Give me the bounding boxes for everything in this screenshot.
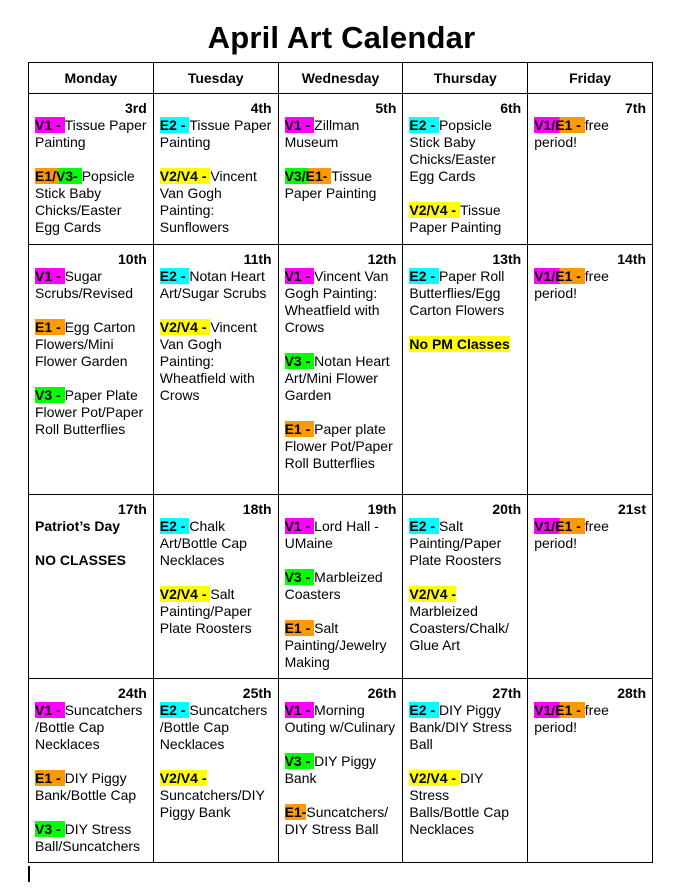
class-group-tag: E2 - — [409, 702, 439, 718]
activity-text: Tissue Paper Painting — [284, 168, 377, 201]
class-group-tag: E2 - — [159, 702, 190, 718]
day-date: 12th — [367, 251, 397, 267]
class-entry — [160, 117, 272, 151]
day-date: 20th — [492, 501, 522, 517]
class-entry — [35, 770, 147, 804]
header-tuesday: Tuesday — [153, 63, 278, 94]
day-date: 10th — [118, 251, 147, 267]
class-group-tag: E2 - — [159, 518, 190, 534]
class-entry — [285, 117, 397, 151]
class-entry — [534, 117, 646, 151]
class-entry — [285, 804, 397, 838]
class-group-tag: V2/V4 - — [159, 319, 211, 335]
class-group-tag: E1/V3- — [35, 168, 82, 184]
class-group-tag: V2/V4 - — [409, 586, 457, 602]
class-entry — [409, 202, 521, 236]
class-group-tag: E2 - — [159, 117, 190, 133]
class-group-tag: V1/E1 - — [534, 702, 585, 718]
day-cell — [528, 679, 653, 863]
day-cell — [153, 495, 278, 679]
activity-text: Salt Painting/Jewelry Making — [284, 620, 387, 670]
activity-text: Zillman Museum — [284, 117, 360, 150]
class-group-tag: V1 - — [284, 268, 315, 284]
week-row — [29, 679, 653, 863]
header-row — [29, 63, 653, 94]
page-title: April Art Calendar — [207, 20, 476, 55]
activity-text: Tissue Paper Painting — [409, 202, 502, 235]
day-cell — [278, 679, 403, 863]
day-date: 6th — [500, 100, 522, 116]
class-entry — [409, 268, 521, 319]
day-date: 13th — [492, 251, 522, 267]
class-group-tag: V1/E1 - — [534, 518, 585, 534]
activity-text: free period! — [534, 117, 609, 150]
header-wednesday: Wednesday — [278, 63, 403, 94]
day-cell — [153, 679, 278, 863]
day-cell — [29, 679, 154, 863]
class-group-tag: V3 - — [284, 569, 315, 585]
day-cell — [403, 245, 528, 495]
class-group-tag: E1 - — [284, 421, 315, 437]
class-group-tag: V1/E1 - — [534, 117, 585, 133]
week-row — [29, 94, 653, 245]
class-entry — [409, 702, 521, 753]
class-group-tag: V2/V4 - — [159, 168, 211, 184]
class-group-tag: V3 - — [284, 753, 315, 769]
activity-text: Marbleized Coasters — [284, 569, 383, 602]
class-group-tag: V1 - — [284, 702, 315, 718]
day-date: 26th — [367, 685, 397, 701]
class-entry — [534, 268, 646, 302]
activity-text: Paper Roll Butterflies/Egg Carton Flowers — [409, 268, 505, 318]
day-date: 21st — [617, 501, 646, 517]
class-group-tag: V3 - — [35, 821, 65, 837]
day-cell — [153, 245, 278, 495]
class-entry — [285, 518, 397, 552]
activity-text: Vincent Van Gogh Painting: Wheatfield with Crows — [284, 268, 389, 335]
class-entry — [285, 702, 397, 736]
class-group-tag: V1 - — [35, 702, 65, 718]
class-group-tag: E1 - — [35, 319, 65, 335]
class-entry — [285, 421, 397, 472]
day-date: 24th — [118, 685, 147, 701]
class-group-tag: V2/V4 - — [159, 770, 207, 786]
class-entry — [285, 753, 397, 787]
class-group-tag: E2 - — [409, 268, 439, 284]
class-entry — [285, 620, 397, 671]
day-cell — [403, 679, 528, 863]
day-date: 4th — [250, 100, 272, 116]
class-group-tag: V2/V4 - — [409, 202, 460, 218]
class-entry — [409, 336, 521, 353]
class-group-tag: E1 - — [35, 770, 65, 786]
day-date: 25th — [242, 685, 272, 701]
class-entry — [409, 117, 521, 185]
class-group-tag: E2 - — [159, 268, 190, 284]
day-date: 7th — [625, 100, 646, 116]
activity-text: Paper Plate Flower Pot/Paper Roll Butterflies — [35, 387, 144, 437]
day-date: 5th — [375, 100, 397, 116]
day-cell — [403, 94, 528, 245]
class-entry — [285, 168, 397, 202]
day-cell — [278, 94, 403, 245]
class-group-tag: V3 - — [35, 387, 65, 403]
class-group-tag: E2 - — [409, 117, 439, 133]
day-cell — [278, 245, 403, 495]
class-entry — [35, 387, 147, 438]
class-entry — [160, 770, 272, 821]
class-entry — [160, 702, 272, 753]
class-entry — [534, 702, 646, 736]
class-entry — [35, 268, 147, 302]
class-entry — [534, 518, 646, 552]
activity-text: free period! — [534, 518, 609, 551]
activity-text: Tissue Paper Painting — [35, 117, 147, 150]
class-entry — [285, 353, 397, 404]
class-entry — [285, 268, 397, 336]
activity-text: Suncatchers /Bottle Cap Necklaces — [35, 702, 143, 752]
class-entry — [35, 168, 147, 236]
day-cell — [29, 495, 154, 679]
day-date: 3rd — [125, 100, 147, 116]
activity-text: Notan Heart Art/Mini Flower Garden — [284, 353, 390, 403]
activity-text: DIY Stress Balls/Bottle Cap Necklaces — [409, 770, 509, 837]
activity-text: Salt Painting/Paper Plate Roosters — [159, 586, 252, 636]
class-entry — [160, 586, 272, 637]
day-cell — [278, 495, 403, 679]
activity-text: free period! — [534, 268, 609, 301]
class-group-tag: V1 - — [35, 117, 65, 133]
class-entry — [160, 168, 272, 236]
class-group-tag: E1- — [284, 804, 307, 820]
class-entry — [35, 117, 147, 151]
header-monday: Monday — [29, 63, 154, 94]
day-cell — [29, 245, 154, 495]
activity-text: Salt Painting/Paper Plate Roosters — [409, 518, 502, 568]
day-cell — [528, 94, 653, 245]
class-entry — [35, 702, 147, 753]
activity-text: Lord Hall - UMaine — [284, 518, 379, 551]
activity-text: Popsicle Stick Baby Chicks/Easter Egg Cards — [409, 117, 496, 184]
class-group-tag: E1 - — [284, 620, 315, 636]
day-note: NO CLASSES — [35, 552, 127, 568]
class-entry — [160, 319, 272, 404]
class-group-tag: V3/E1- — [284, 168, 332, 184]
activity-text: Morning Outing w/Culinary — [284, 702, 396, 735]
day-date: 17th — [118, 501, 147, 517]
activity-text: Paper plate Flower Pot/Paper Roll Butterflies — [284, 421, 393, 471]
activity-text: Notan Heart Art/Sugar Scrubs — [159, 268, 267, 301]
activity-text: Popsicle Stick Baby Chicks/Easter Egg Cards — [35, 168, 135, 235]
activity-text: Tissue Paper Painting — [159, 117, 272, 150]
activity-text: DIY Stress Ball/Suncatchers — [35, 821, 141, 854]
class-group-tag: E2 - — [409, 518, 439, 534]
day-date: 28th — [617, 685, 646, 701]
class-entry — [409, 518, 521, 569]
class-entry — [285, 569, 397, 603]
activity-text: Vincent Van Gogh Painting: Sunflowers — [159, 168, 257, 235]
day-date: 18th — [242, 501, 272, 517]
day-date: 27th — [492, 685, 522, 701]
class-entry — [35, 319, 147, 370]
activity-text: Suncatchers /Bottle Cap Necklaces — [159, 702, 268, 752]
day-cell — [528, 245, 653, 495]
class-entry — [35, 821, 147, 855]
class-group-tag: V1 - — [35, 268, 65, 284]
activity-text: Sugar Scrubs/Revised — [35, 268, 134, 301]
text-cursor — [28, 866, 30, 882]
class-group-tag: V1 - — [284, 518, 315, 534]
calendar-table — [28, 62, 653, 863]
week-row — [29, 495, 653, 679]
day-date: 11th — [243, 251, 272, 267]
class-group-tag: V3 - — [284, 353, 315, 369]
day-cell — [403, 495, 528, 679]
activity-text: Egg Carton Flowers/Mini Flower Garden — [35, 319, 136, 369]
class-group-tag: V2/V4 - — [159, 586, 211, 602]
header-thursday: Thursday — [403, 63, 528, 94]
activity-text: DIY Piggy Bank/DIY Stress Ball — [409, 702, 512, 752]
header-friday: Friday — [528, 63, 653, 94]
activity-text: Vincent Van Gogh Painting: Wheatfield with Crows — [159, 319, 257, 403]
activity-text: free period! — [534, 702, 609, 735]
class-entry — [160, 518, 272, 569]
class-entry — [160, 268, 272, 302]
week-row — [29, 245, 653, 495]
day-date: 14th — [617, 251, 646, 267]
activity-text: Chalk Art/Bottle Cap Necklaces — [159, 518, 247, 568]
class-group-tag: V1/E1 - — [534, 268, 585, 284]
day-cell — [29, 94, 154, 245]
class-group-tag: No PM Classes — [409, 336, 510, 352]
activity-text: Suncatchers/ DIY Stress Ball — [284, 804, 389, 837]
activity-text: DIY Piggy Bank/Bottle Cap — [35, 770, 137, 803]
class-group-tag: V1 - — [284, 117, 315, 133]
day-cell — [153, 94, 278, 245]
activity-text: Marbleized Coasters/Chalk/ Glue Art — [409, 603, 509, 653]
day-date: 19th — [367, 501, 397, 517]
activity-text: Suncatchers/DIY Piggy Bank — [159, 787, 265, 820]
day-cell — [528, 495, 653, 679]
class-entry — [409, 586, 521, 654]
class-group-tag: V2/V4 - — [409, 770, 460, 786]
day-note: Patriot’s Day — [35, 518, 121, 534]
class-entry — [409, 770, 521, 838]
activity-text: DIY Piggy Bank — [284, 753, 377, 786]
